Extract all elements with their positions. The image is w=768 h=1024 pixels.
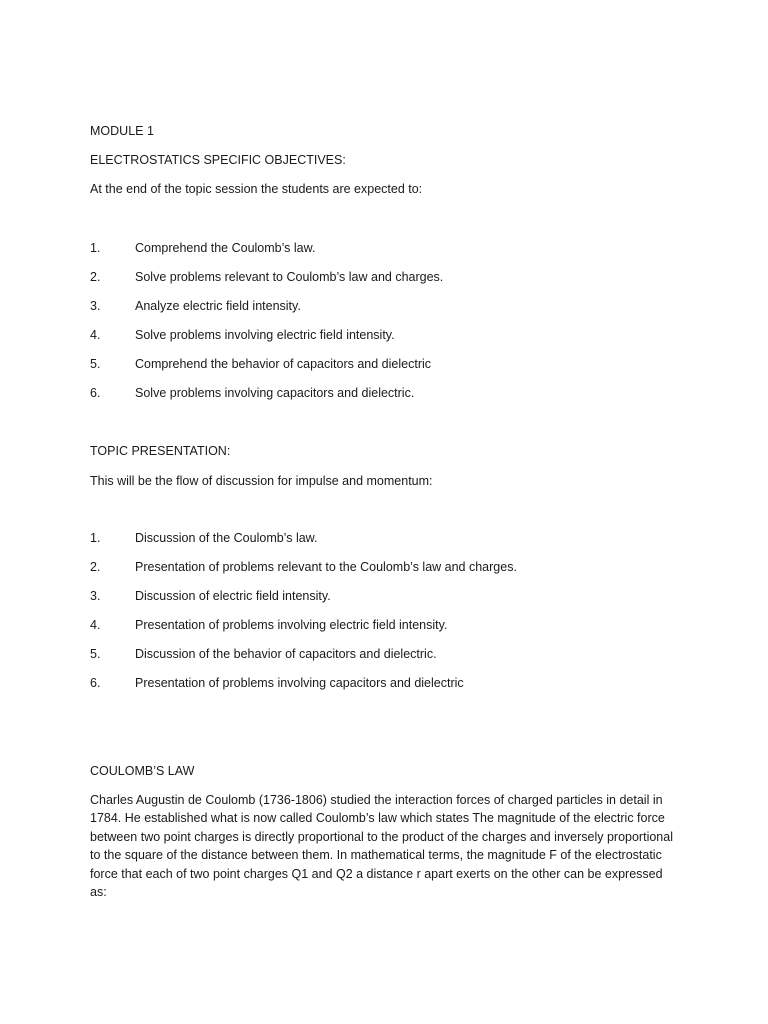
list-number: 2.: [90, 270, 101, 284]
list-text: Solve problems involving capacitors and dielectric.: [135, 386, 415, 400]
list-number: 1.: [90, 241, 101, 255]
list-number: 6.: [90, 386, 101, 400]
presentation-heading: TOPIC PRESENTATION:: [90, 444, 231, 458]
list-number: 5.: [90, 357, 101, 371]
list-number: 4.: [90, 328, 101, 342]
list-text: Comprehend the behavior of capacitors and dielectric: [135, 357, 432, 371]
list-number: 1.: [90, 531, 101, 545]
list-text: Presentation of problems involving capacitors and dielectric: [135, 676, 464, 690]
list-number: 5.: [90, 647, 101, 661]
list-number: 3.: [90, 299, 101, 313]
list-item: [90, 675, 690, 691]
list-item: [90, 385, 690, 401]
list-number: 6.: [90, 676, 101, 690]
presentation-intro: This will be the flow of discussion for impulse and momentum:: [90, 474, 433, 488]
list-item: [90, 617, 690, 633]
list-item: [90, 646, 690, 662]
list-text: Solve problems involving electric field intensity.: [135, 328, 395, 342]
list-item: [90, 327, 690, 343]
list-text: Discussion of electric field intensity.: [135, 589, 331, 603]
module-heading: MODULE 1: [90, 124, 154, 138]
list-text: Discussion of the Coulomb’s law.: [135, 531, 318, 545]
list-item: [90, 240, 690, 256]
list-item: [90, 269, 690, 285]
coulomb-heading: COULOMB’S LAW: [90, 764, 195, 778]
list-item: [90, 588, 690, 604]
list-text: Comprehend the Coulomb’s law.: [135, 241, 316, 255]
list-number: 2.: [90, 560, 101, 574]
objectives-heading: ELECTROSTATICS SPECIFIC OBJECTIVES:: [90, 153, 346, 167]
list-text: Presentation of problems involving electric field intensity.: [135, 618, 448, 632]
list-item: [90, 530, 690, 546]
list-item: [90, 298, 690, 314]
list-text: Presentation of problems relevant to the Coulomb’s law and charges.: [135, 560, 517, 574]
list-text: Solve problems relevant to Coulomb’s law and charges.: [135, 270, 444, 284]
list-item: [90, 356, 690, 372]
list-text: Analyze electric field intensity.: [135, 299, 301, 313]
objectives-intro: At the end of the topic session the students are expected to:: [90, 182, 423, 196]
coulomb-paragraph: Charles Augustin de Coulomb (1736-1806) studied the interaction forces of charged particles in detail in 1784. He established what is now called Coulomb’s law which states The magnitude of the electric force between two point charges is directly proportional to the product of the charges and inversely proportional to the square of the distance between them. In mathematical terms, the magnitude F of the electrostatic force that each of two point charges Q1 and Q2 a distance r apart exerts on the other can be expressed as:: [90, 793, 673, 900]
list-text: Discussion of the behavior of capacitors and dielectric.: [135, 647, 437, 661]
list-number: 3.: [90, 589, 101, 603]
list-item: [90, 559, 690, 575]
list-number: 4.: [90, 618, 101, 632]
